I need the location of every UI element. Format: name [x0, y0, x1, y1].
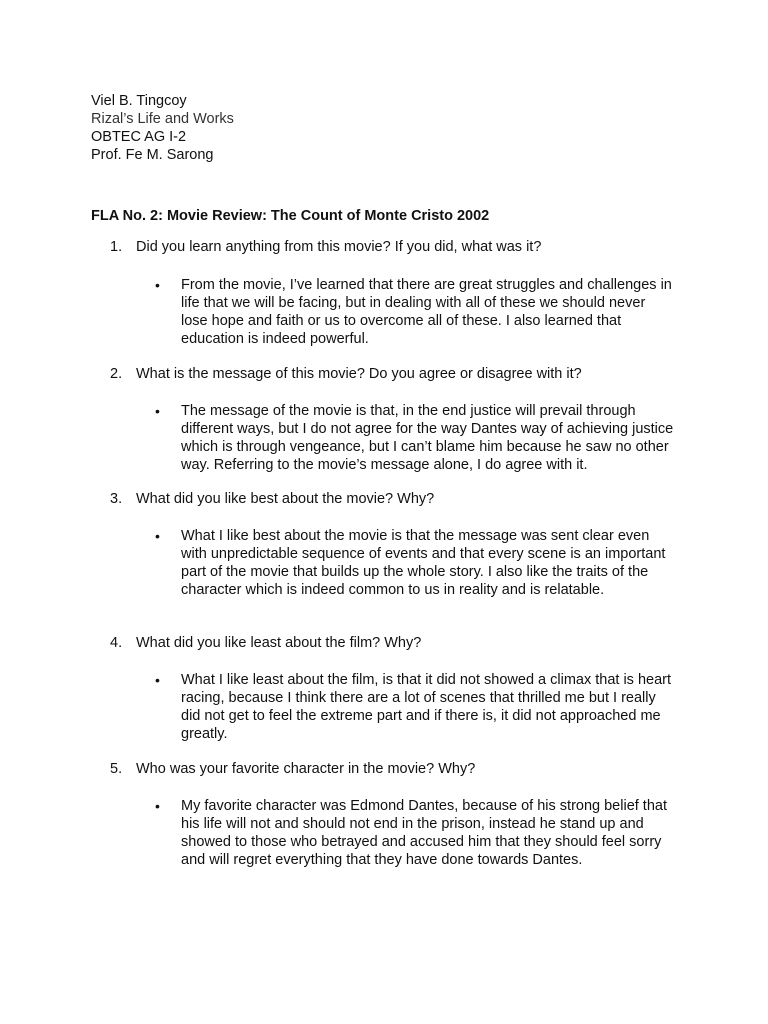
bullet-icon: • — [155, 277, 160, 293]
answer-4 — [155, 671, 675, 743]
professor-name: Prof. Fe M. Sarong — [91, 147, 214, 163]
answer-text: The message of the movie is that, in the end justice will prevail through different ways, but I do not agree for the way Dantes way of achieving justice which is through vengeance, but I can’t blame him because he saw no other way. Referring to the movie’s message alone, I do agree with it. — [181, 403, 674, 473]
section-name: OBTEC AG I-2 — [91, 129, 187, 145]
bullet-icon: • — [155, 798, 160, 814]
course-name: Rizal’s Life and Works — [91, 111, 234, 127]
question-number: 5. — [110, 761, 123, 777]
student-header — [91, 92, 234, 164]
answer-text: From the movie, I’ve learned that there are great struggles and challenges in life that we will be facing, but in dealing with all of these we should never lose hope and faith or us to overcome all of these. I also learned that education is indeed powerful. — [181, 277, 672, 347]
answer-2 — [155, 402, 675, 474]
student-name: Viel B. Tingcoy — [91, 93, 187, 109]
question-1 — [110, 238, 710, 256]
question-2 — [110, 365, 710, 383]
bullet-icon: • — [155, 403, 160, 419]
question-number: 2. — [110, 366, 123, 382]
answer-3 — [155, 527, 675, 599]
question-text: What did you like least about the film? Why? — [136, 635, 422, 651]
question-5 — [110, 760, 710, 778]
question-text: Who was your favorite character in the movie? Why? — [136, 761, 476, 777]
question-text: Did you learn anything from this movie? If you did, what was it? — [136, 239, 542, 255]
question-3 — [110, 490, 710, 508]
question-number: 3. — [110, 491, 123, 507]
answer-1 — [155, 276, 675, 348]
answer-text: My favorite character was Edmond Dantes, because of his strong belief that his life will not and should not end in the prison, instead he stand up and showed to those who betrayed and accused him that they should feel sorry and will regret everything that they have done towards Dantes. — [181, 798, 667, 868]
answer-5 — [155, 797, 675, 869]
question-text: What is the message of this movie? Do you agree or disagree with it? — [136, 366, 582, 382]
bullet-icon: • — [155, 528, 160, 544]
question-text: What did you like best about the movie? Why? — [136, 491, 435, 507]
answer-text: What I like best about the movie is that the message was sent clear even with unpredictable sequence of events and that every scene is an important part of the movie that builds up the whole story. I also like the traits of the character which is indeed common to us in reality and is relatable. — [181, 528, 666, 598]
question-number: 1. — [110, 239, 123, 255]
bullet-icon: • — [155, 672, 160, 688]
answer-text: What I like least about the film, is that it did not showed a climax that is heart racing, because I think there are a lot of scenes that thrilled me but I really did not get to feel the extreme part and if there is, it did not approached me greatly. — [181, 672, 672, 742]
document-title: FLA No. 2: Movie Review: The Count of Monte Cristo 2002 — [91, 208, 490, 224]
question-number: 4. — [110, 635, 123, 651]
question-4 — [110, 634, 710, 652]
